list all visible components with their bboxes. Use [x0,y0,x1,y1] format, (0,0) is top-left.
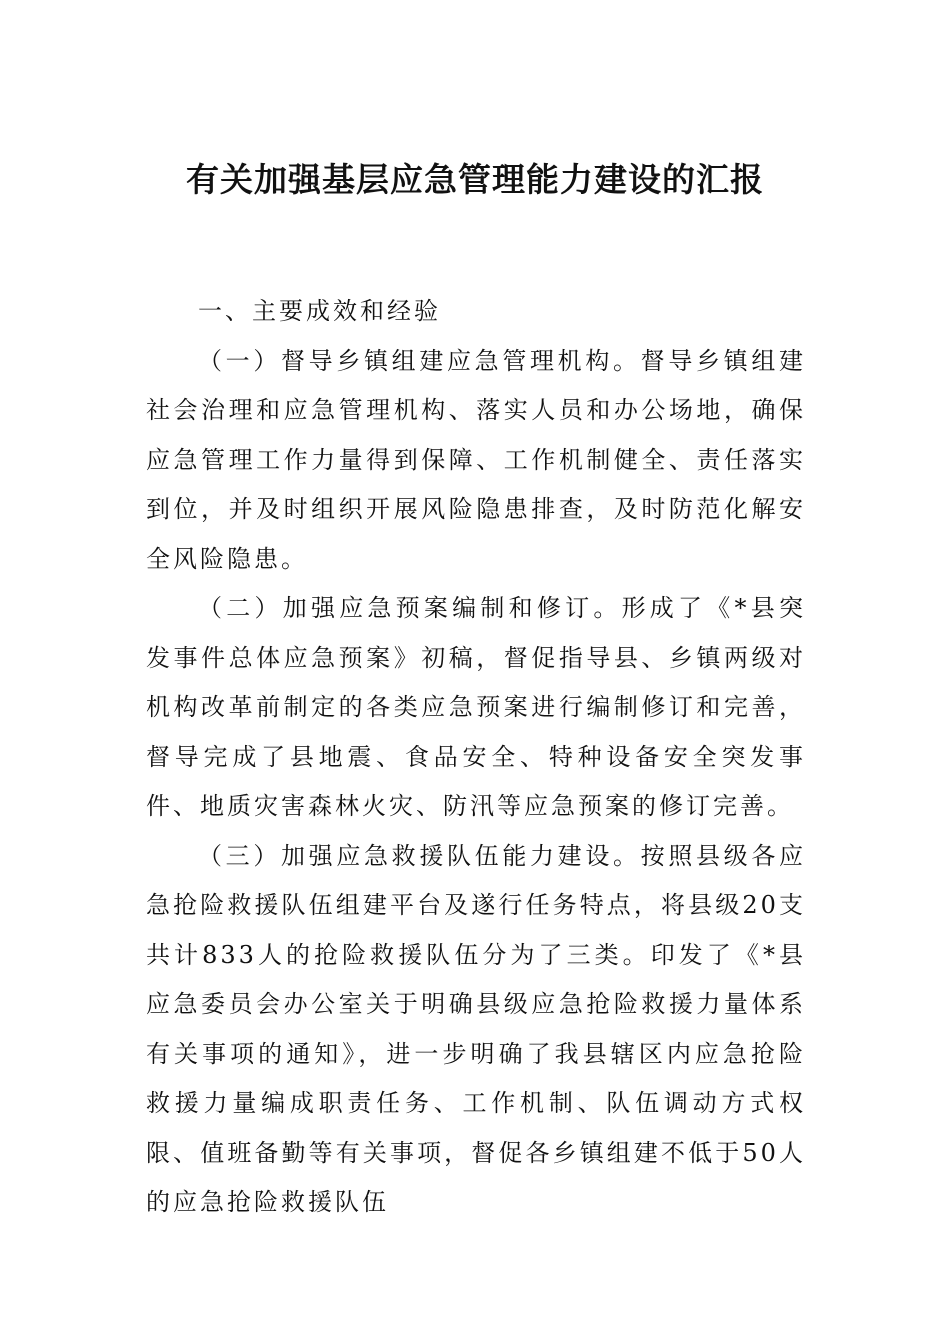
paragraph-3: （三）加强应急救援队伍能力建设。按照县级各应急抢险救援队伍组建平台及遂行任务特点，将县级20支共计833人的抢险救援队伍分为了三类。印发了《*县应急委员会办公室关于明确县级应急抢险救援力量体系有关事项的通知》，进一步明确了我县辖区内应急抢险救援力量编成职责任务、工作机制、队伍调动方式权限、值班备勤等有关事项，督促各乡镇组建不低于50人的应急抢险救援队伍 [146,841,806,1216]
paragraph-1: （一）督导乡镇组建应急管理机构。督导乡镇组建社会治理和应急管理机构、落实人员和办公场地，确保应急管理工作力量得到保障、工作机制健全、责任落实到位，并及时组织开展风险隐患排查，及时防范化解安全风险隐患。 [146,346,806,573]
paragraph-2: （二）加强应急预案编制和修订。形成了《*县突发事件总体应急预案》初稿，督促指导县、乡镇两级对机构改革前制定的各类应急预案进行编制修订和完善，督导完成了县地震、食品安全、特种设备安全突发事件、地质灾害森林火灾、防汛等应急预案的修订完善。 [146,594,806,820]
section-heading: 一、主要成效和经验 [198,297,441,325]
document-body [146,287,806,1228]
document-title: 有关加强基层应急管理能力建设的汇报 [186,160,764,199]
